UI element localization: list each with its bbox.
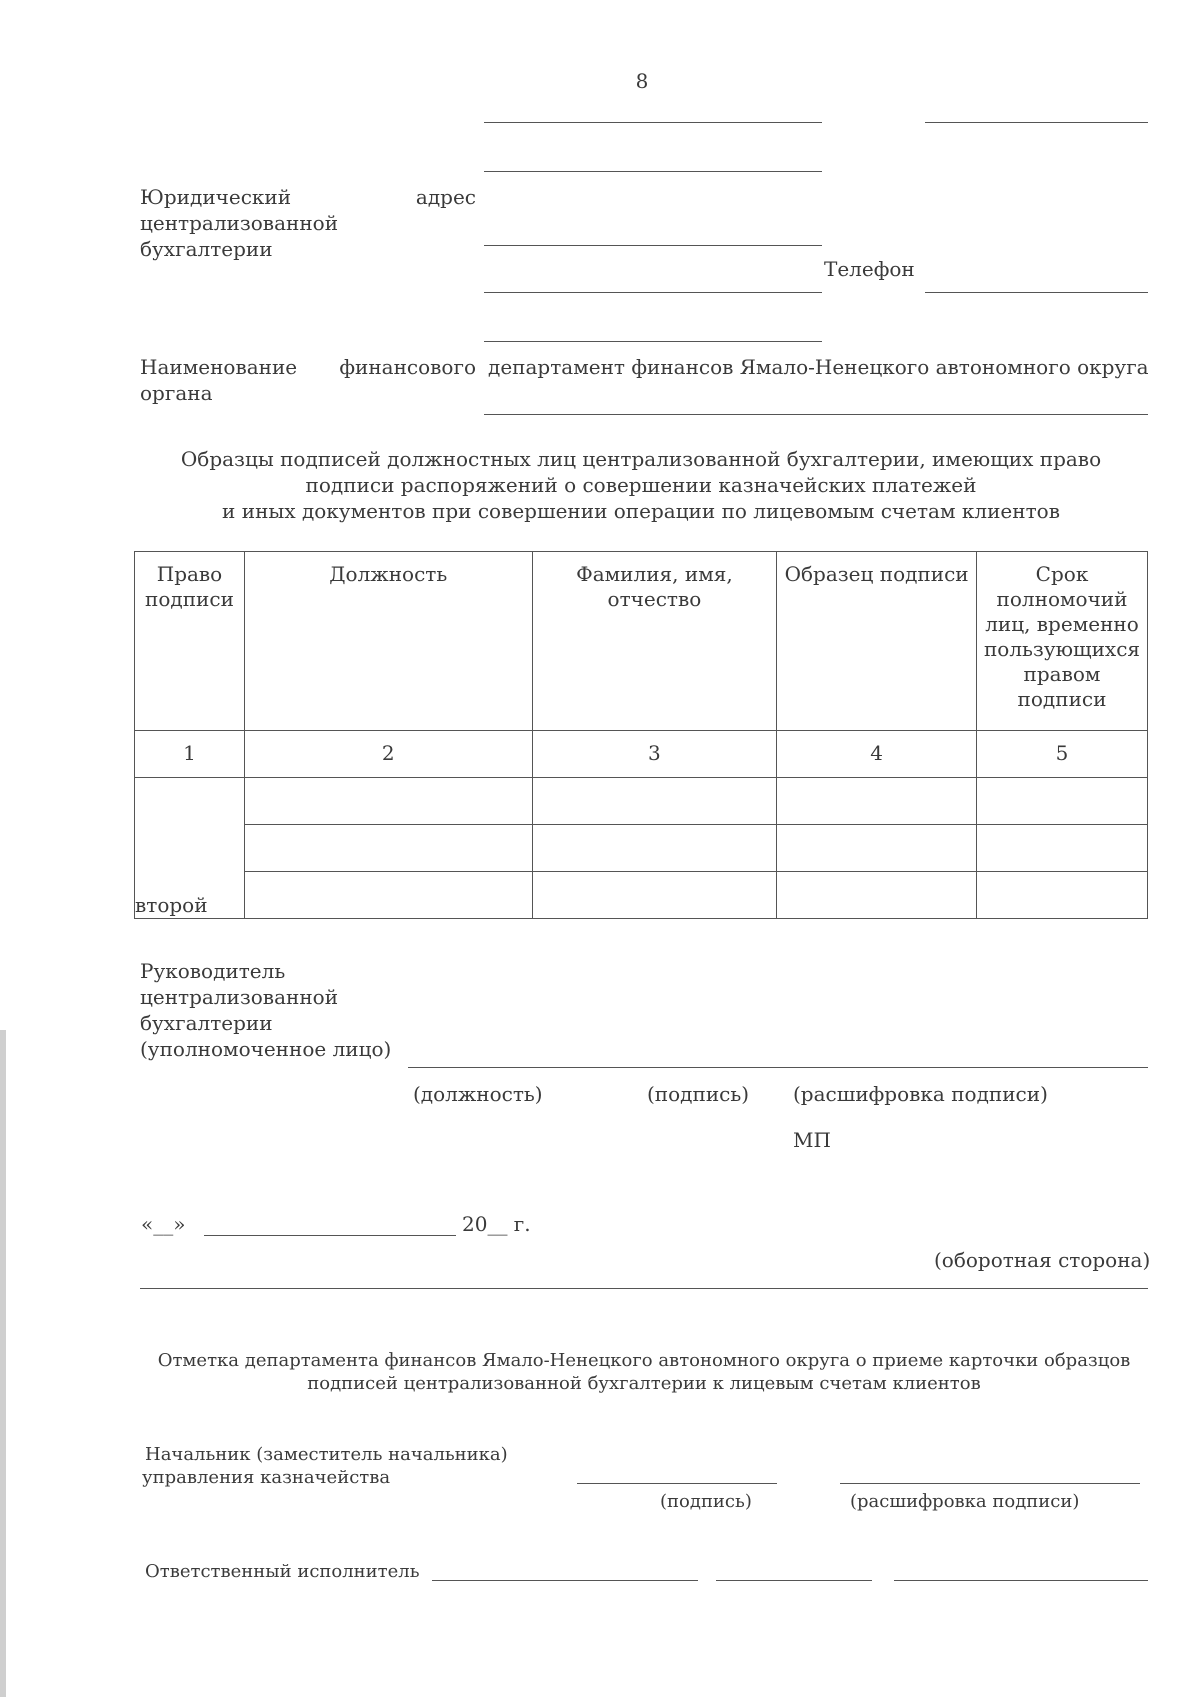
- caption-decode: (расшифровка подписи): [793, 1082, 1048, 1106]
- legal-address-field: [484, 245, 822, 246]
- blank-line: [925, 122, 1148, 123]
- table-cell[interactable]: [244, 872, 532, 919]
- chief-caption-signature: (подпись): [660, 1491, 752, 1512]
- note-line1: Отметка департамента финансов Ямало-Ненецкого автономного округа о приеме карточки образцов: [157, 1350, 1131, 1371]
- finance-body-field: [484, 414, 1148, 415]
- head-line1: Руководитель: [140, 959, 286, 983]
- head-of-accounting-label: [140, 958, 391, 1062]
- table-cell[interactable]: [977, 872, 1148, 919]
- chief-signature-field: [577, 1483, 777, 1484]
- reverse-side-divider: [140, 1288, 1148, 1289]
- signature-samples-heading: [134, 446, 1148, 524]
- table-cell[interactable]: [532, 872, 777, 919]
- reverse-side-label: (оборотная сторона): [934, 1248, 1151, 1272]
- heading-line1: Образцы подписей должностных лиц централизованной бухгалтерии, имеющих право: [180, 447, 1102, 471]
- finance-body-word1: Наименование: [140, 355, 298, 379]
- number-cell: 5: [977, 731, 1148, 778]
- table-row: [135, 778, 1148, 825]
- acceptance-note: [140, 1349, 1148, 1395]
- table-row: [135, 825, 1148, 872]
- finance-body-word2: финансового: [339, 355, 476, 379]
- table-row: [135, 872, 1148, 919]
- header-cell: Фамилия, имя, отчество: [532, 552, 777, 731]
- date-month-field: [204, 1235, 456, 1236]
- executor-decode-field: [894, 1580, 1148, 1581]
- caption-signature: (подпись): [647, 1082, 750, 1106]
- page-number: 8: [635, 69, 649, 93]
- header-cell: Право подписи: [135, 552, 245, 731]
- table-header-row: [135, 552, 1148, 731]
- chief-caption-decode: (расшифровка подписи): [850, 1491, 1080, 1512]
- executor-label: Ответственный исполнитель: [145, 1561, 420, 1582]
- stamp-label: МП: [793, 1128, 831, 1152]
- legal-address-label: [140, 184, 476, 262]
- head-line2: централизованной: [140, 985, 339, 1009]
- table-cell[interactable]: [532, 778, 777, 825]
- scan-edge-shadow: [0, 1030, 6, 1697]
- header-cell: Образец подписи: [777, 552, 977, 731]
- right-cell-second: второй: [135, 778, 245, 919]
- chief-decode-field: [840, 1483, 1140, 1484]
- number-cell: 2: [244, 731, 532, 778]
- table-cell[interactable]: [777, 778, 977, 825]
- caption-position: (должность): [413, 1082, 543, 1106]
- table-cell[interactable]: [244, 825, 532, 872]
- chief-line2: управления казначейства: [142, 1467, 391, 1488]
- blank-line: [484, 171, 822, 172]
- table-number-row: [135, 731, 1148, 778]
- number-cell: 3: [532, 731, 777, 778]
- signature-table: [134, 551, 1148, 919]
- finance-body-line2: органа: [140, 381, 213, 405]
- blank-line: [484, 122, 822, 123]
- number-cell: 1: [135, 731, 245, 778]
- table-cell[interactable]: [244, 778, 532, 825]
- finance-body-value: департамент финансов Ямало-Ненецкого автономного округа: [488, 355, 1149, 379]
- note-line2: подписей централизованной бухгалтерии к лицевым счетам клиентов: [307, 1373, 981, 1394]
- date-year: 20__ г.: [462, 1212, 531, 1236]
- table-cell[interactable]: [977, 825, 1148, 872]
- head-line3: бухгалтерии: [140, 1011, 273, 1035]
- table-cell[interactable]: [777, 872, 977, 919]
- phone-field: [925, 292, 1148, 293]
- head-signature-field: [408, 1067, 1148, 1068]
- header-cell: Срок полномочий лиц, временно пользующихся правом подписи: [977, 552, 1148, 731]
- treasury-chief-label: [142, 1443, 508, 1489]
- table-cell[interactable]: [532, 825, 777, 872]
- table-cell[interactable]: [977, 778, 1148, 825]
- legal-address-word1: Юридический: [140, 185, 292, 209]
- heading-line2: подписи распоряжений о совершении казначейских платежей: [305, 473, 977, 497]
- table-cell[interactable]: [777, 825, 977, 872]
- blank-line: [484, 341, 822, 342]
- header-cell: Должность: [244, 552, 532, 731]
- legal-address-line2: централизованной бухгалтерии: [140, 211, 339, 261]
- number-cell: 4: [777, 731, 977, 778]
- executor-position-field: [432, 1580, 698, 1581]
- finance-body-label: [140, 354, 476, 406]
- executor-signature-field: [716, 1580, 872, 1581]
- head-line4: (уполномоченное лицо): [140, 1037, 392, 1061]
- date-day: «__»: [141, 1212, 186, 1236]
- legal-address-word2: адрес: [415, 185, 476, 209]
- phone-label: Телефон: [824, 257, 915, 281]
- chief-line1: Начальник (заместитель начальника): [145, 1444, 508, 1465]
- heading-line3: и иных документов при совершении операции по лицевомым счетам клиентов: [222, 499, 1060, 523]
- blank-line: [484, 292, 822, 293]
